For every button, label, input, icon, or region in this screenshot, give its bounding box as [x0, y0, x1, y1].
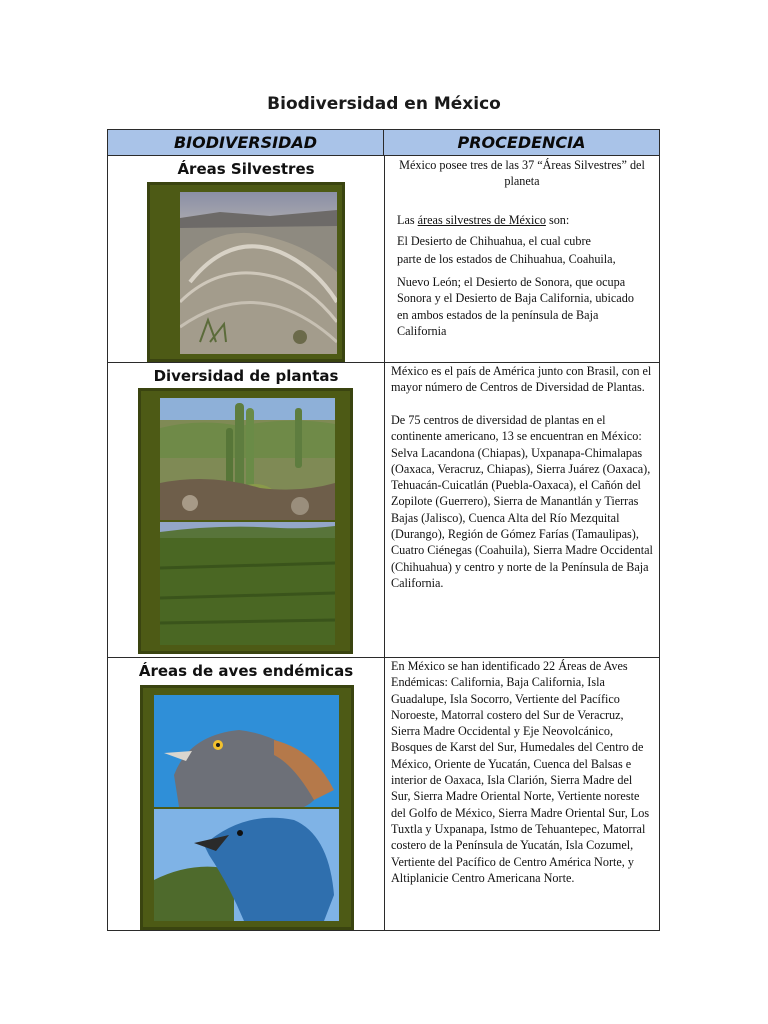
- areas-silvestres-line1: El Desierto de Chihuahua, el cual cubre: [397, 234, 591, 248]
- plantas-paragraph-2: De 75 centros de diversidad de plantas en el continente americano, 13 se encuentran en México: Selva Lacandona (Chiapas), Uxpanapa-Chimalapas (Oaxaca, Veracruz, Chiapas), Sierra Juárez (Oaxaca), Tehuacán-Cuicatlán (Puebla-Oaxaca), el Cañón del Zopilote (Guerrero), Sierra de Manantlán y Tierras Bajas (Jalisco), Cuenca Alta del Río Mezquital (Durango), Región de Gómez Farías (Tamaulipas), Cuatro Ciénegas (Coahuila), Sierra Madre Occidental (Chihuahua) y centro y norte de la Península de Baja California.: [391, 413, 653, 590]
- areas-silvestres-body: Nuevo León; el Desierto de Sonora, que ocupa Sonora y el Desierto de Baja California, ubicado en ambos estados de la península de Baja California: [397, 275, 634, 338]
- row-label-areas-silvestres: Áreas Silvestres: [177, 160, 315, 178]
- areas-silvestres-link[interactable]: áreas silvestres de México: [417, 213, 546, 227]
- header-procedencia: PROCEDENCIA: [384, 130, 659, 156]
- aves-paragraph: En México se han identificado 22 Áreas de Aves Endémicas: California, Baja California, Isla Guadalupe, Isla Socorro, Vertiente del Pacífico Noroeste, Matorral costero del Sur de Veracruz, Sierra Madre Occidental y Eje Neovolcánico, Bosques de Karst del Sur, Humedales del Centro de México, Oriente de Yucatán, Cuenca del Balsas e interior de Oaxaca, Isla Clarión, Sierra Madre del Sur, Sierra Madre Oriental Norte, Vertiente noreste del Golfo de México, Sierra Madre Oriental Sur, Los Tuxtla y Uxpanapa, Istmo de Tehuantepec, Matorral costero de la Península de Yucatán, Isla Cozumel, Vertiente del Pacífico de Centro América Norte, y Altiplanicie Centro Americana Norte.: [391, 659, 650, 885]
- areas-silvestres-intro: México posee tres de las 37 “Áreas Silvestres” del planeta: [399, 158, 645, 189]
- desert-photo-frame: [147, 182, 345, 362]
- cactus-photo: [160, 398, 335, 645]
- areas-silvestres-line2: parte de los estados de Chihuahua, Coahuila,: [397, 252, 616, 266]
- plantas-paragraph-1: México es el país de América junto con Brasil, con el mayor número de Centros de Diversidad de Plantas.: [391, 364, 652, 395]
- document-title: Biodiversidad en México: [267, 94, 501, 114]
- birds-photo: [154, 695, 339, 921]
- lead-suffix: son:: [545, 213, 570, 227]
- birds-photo-frame: [140, 685, 354, 930]
- plants-photo-frame: [138, 388, 353, 654]
- lead-prefix: Las: [397, 213, 418, 227]
- row-label-aves-endemicas: Áreas de aves endémicas: [138, 662, 354, 680]
- desert-photo: [180, 192, 337, 354]
- biodiversity-table: [107, 129, 660, 931]
- row-label-diversidad-plantas: Diversidad de plantas: [153, 367, 339, 385]
- header-biodiversidad: BIODIVERSIDAD: [108, 130, 384, 156]
- column-divider: [384, 156, 385, 931]
- areas-silvestres-lead: [397, 212, 653, 228]
